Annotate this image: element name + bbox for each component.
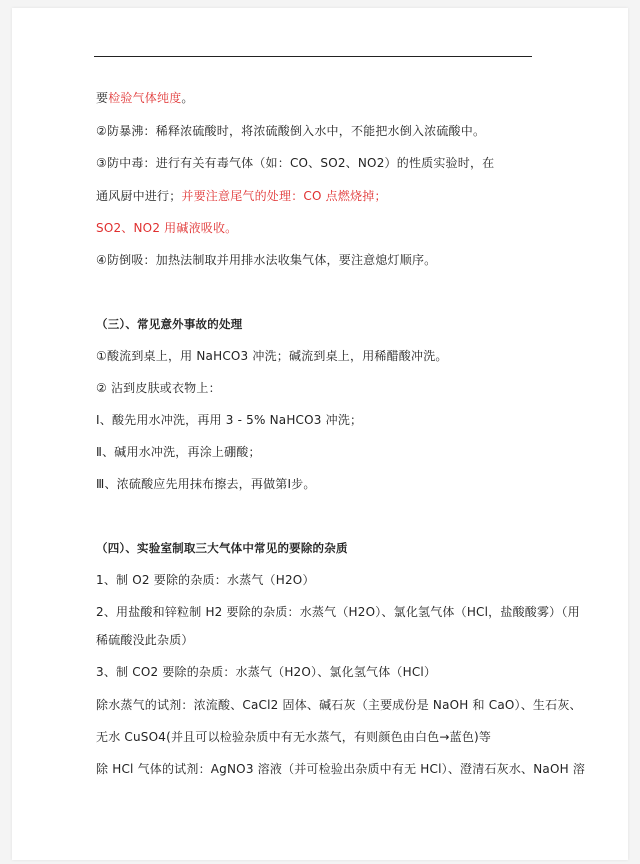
text-line-12: 1、制 O2 要除的杂质：水蒸气（H2O）	[96, 573, 315, 587]
text-line-16: 除水蒸气的试剂：浓流酸、CaCl2 固体、碱石灰（主要成份是 NaOH 和 CaO）、生石灰、	[96, 698, 582, 712]
text-line-3: ③防中毒：进行有关有毒气体（如：CO、SO2、NO2）的性质实验时，在	[96, 156, 495, 170]
highlight-span: 检验气体纯度	[108, 91, 182, 105]
highlight-span: 并要注意尾气的处理：CO 点燃烧掉；	[181, 189, 387, 203]
text-line-18: 除 HCl 气体的试剂：AgNO3 溶液（并可检验出杂质中有无 HCl）、澄清石灰水、NaOH 溶	[96, 762, 586, 776]
text-line-15: 3、制 CO2 要除的杂质：水蒸气（H2O）、氯化氢气体（HCl）	[96, 665, 437, 679]
text-line-8: ② 沾到皮肤或衣物上：	[96, 381, 221, 395]
text-line-6: ④防倒吸：加热法制取并用排水法收集气体，要注意熄灯顺序。	[96, 253, 437, 267]
text-line-5: SO2、NO2 用碱液吸收。	[96, 221, 238, 235]
text-line-9: Ⅰ、酸先用水冲洗，再用 3 - 5% NaHCO3 冲洗；	[96, 413, 363, 427]
text-line-2: ②防暴沸：稀释浓硫酸时，将浓硫酸倒入水中，不能把水倒入浓硫酸中。	[96, 124, 486, 138]
text-line-11: Ⅲ、浓硫酸应先用抹布擦去，再做第Ⅰ步。	[96, 477, 316, 491]
header-rule	[94, 56, 532, 57]
text-line-4	[96, 188, 387, 204]
text-line-17: 无水 CuSO4(并且可以检验杂质中有无水蒸气，有则颜色由白色→蓝色)等	[96, 730, 492, 744]
text-line-7: ①酸流到桌上，用 NaHCO3 冲洗；碱流到桌上，用稀醋酸冲洗。	[96, 349, 448, 363]
text-span: 。	[181, 91, 194, 105]
section-heading-3: （三）、常见意外事故的处理	[96, 317, 243, 331]
text-line-1	[96, 90, 194, 106]
text-span: 要	[96, 91, 109, 105]
section-heading-4: （四）、实验室制取三大气体中常见的要除的杂质	[96, 541, 348, 555]
text-line-14: 稀硫酸没此杂质）	[96, 633, 194, 647]
text-span: 通风厨中进行；	[96, 189, 182, 203]
text-line-10: Ⅱ、碱用水冲洗，再涂上硼酸；	[96, 445, 261, 459]
text-line-13: 2、用盐酸和锌粒制 H2 要除的杂质：水蒸气（H2O）、氯化氢气体（HCl，盐酸酸雾）（用	[96, 605, 580, 619]
